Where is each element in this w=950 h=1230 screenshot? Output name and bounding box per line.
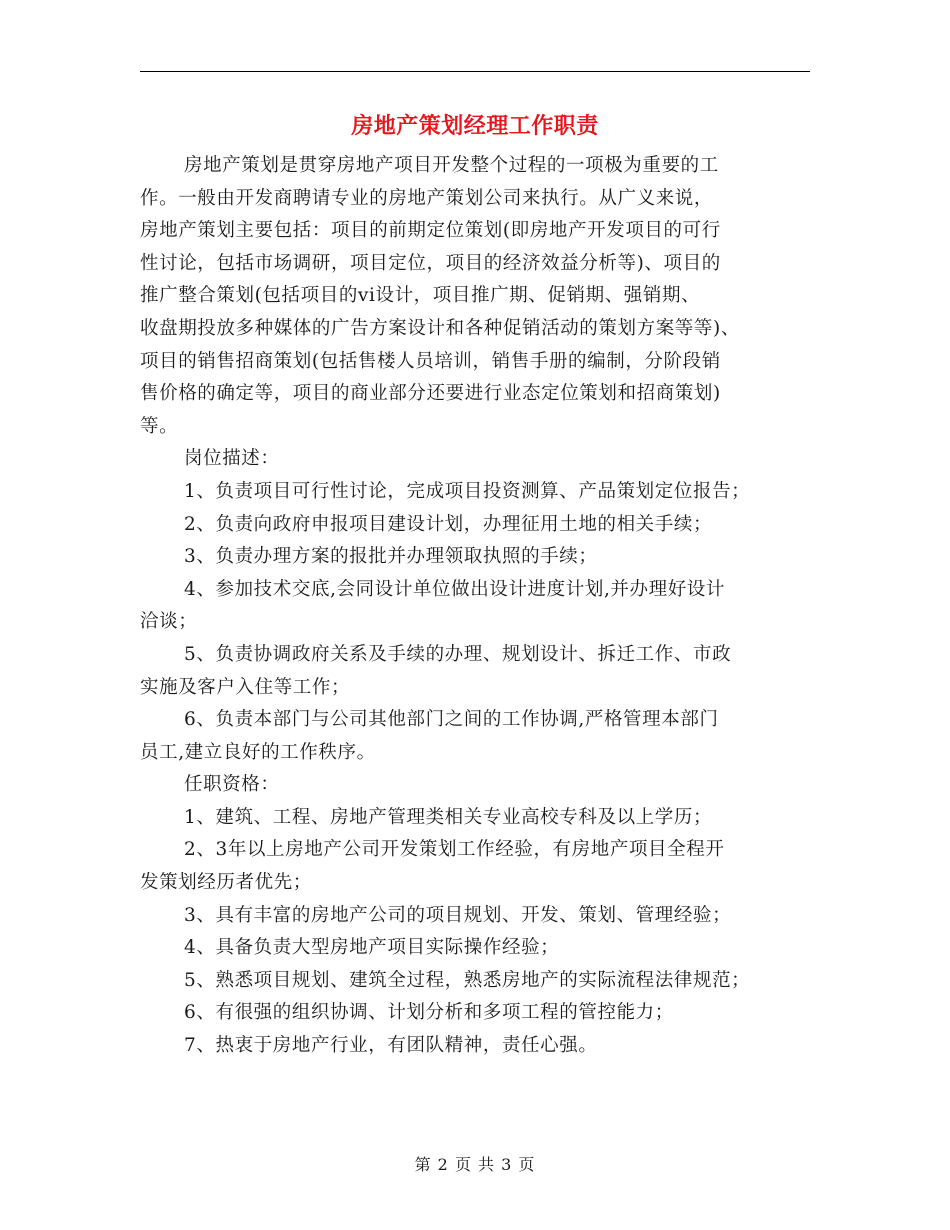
- body-line: 1、建筑、工程、房地产管理类相关专业高校专科及以上学历；: [184, 806, 713, 828]
- body-line: 7、热衷于房地产行业，有团队精神，责任心强。: [184, 1035, 598, 1057]
- body-line: 性讨论，包括市场调研，项目定位，项目的经济效益分析等)、项目的: [140, 252, 721, 274]
- body-line: 2、负责向政府申报项目建设计划，办理征用土地的相关手续；: [184, 513, 713, 535]
- body-line: 任职资格：: [184, 774, 280, 796]
- document-body: [140, 150, 812, 1063]
- body-line: 6、负责本部门与公司其他部门之间的工作协调,严格管理本部门: [184, 709, 719, 731]
- body-line: 作。一般由开发商聘请专业的房地产策划公司来执行。从广义来说，: [140, 187, 714, 209]
- document-title: 房地产策划经理工作职责: [351, 113, 599, 139]
- body-line: 发策划经历者优先；: [140, 872, 312, 894]
- page-footer: 第 2 页 共 3 页: [414, 1155, 536, 1174]
- body-line: 员工,建立良好的工作秩序。: [140, 741, 376, 763]
- body-line: 5、熟悉项目规划、建筑全过程，熟悉房地产的实际流程法律规范；: [184, 969, 751, 991]
- body-line: 推广整合策划(包括项目的vi设计，项目推广期、促销期、强销期、: [140, 285, 701, 307]
- body-line: 3、具有丰富的房地产公司的项目规划、开发、策划、管理经验；: [184, 904, 732, 926]
- body-line: 洽谈；: [140, 611, 198, 633]
- body-line: 售价格的确定等，项目的商业部分还要进行业态定位策划和招商策划): [140, 383, 721, 405]
- body-line: 4、参加技术交底,会同设计单位做出设计进度计划,并办理好设计: [184, 578, 726, 600]
- body-line: 项目的销售招商策划(包括售楼人员培训，销售手册的编制，分阶段销: [140, 350, 721, 372]
- body-line: 房地产策划主要包括：项目的前期定位策划(即房地产开发项目的可行: [140, 220, 721, 242]
- body-line: 收盘期投放多种媒体的广告方案设计和各种促销活动的策划方案等等)、: [140, 317, 740, 339]
- body-line: 岗位描述：: [184, 448, 280, 470]
- body-line: 5、负责协调政府关系及手续的办理、规划设计、拆迁工作、市政: [184, 643, 732, 665]
- body-line: 1、负责项目可行性讨论，完成项目投资测算、产品策划定位报告；: [184, 480, 751, 502]
- body-line: 实施及客户入住等工作；: [140, 676, 351, 698]
- body-line: 2、3年以上房地产公司开发策划工作经验，有房地产项目全程开: [184, 839, 725, 861]
- body-line: 4、具备负责大型房地产项目实际操作经验；: [184, 937, 560, 959]
- body-line: 房地产策划是贯穿房地产项目开发整个过程的一项极为重要的工: [184, 155, 719, 176]
- body-line: 3、负责办理方案的报批并办理领取执照的手续；: [184, 546, 598, 568]
- body-line: 等。: [140, 415, 179, 437]
- body-line: 6、有很强的组织协调、计划分析和多项工程的管控能力；: [184, 1002, 674, 1024]
- header-rule: [140, 71, 810, 72]
